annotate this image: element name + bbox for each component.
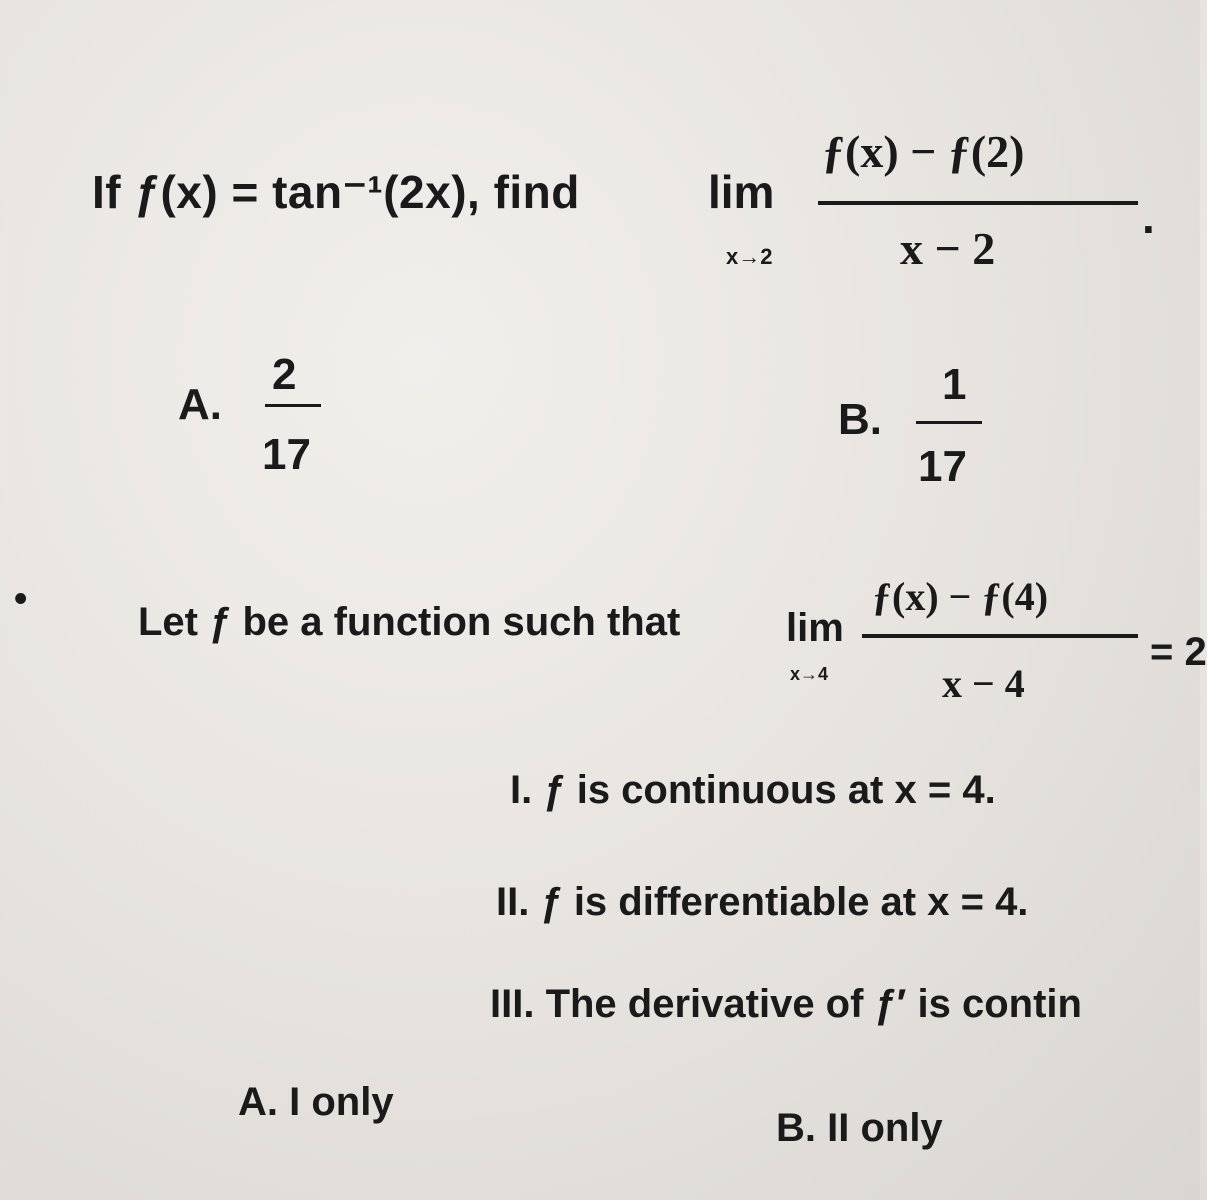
question2-bullet: • [14,578,28,620]
question2-choice-a: A. I only [238,1080,394,1124]
question1-choice-a-fraction-bar [265,404,321,407]
question1-limit-numerator: ƒ(x) − ƒ(2) [822,126,1025,177]
question1-choice-b-letter: B. [838,395,882,444]
question2-limit-numerator: ƒ(x) − ƒ(4) [872,574,1049,619]
question1-limit-word: lim [708,166,775,218]
question1-fraction-bar [818,201,1138,205]
question2-limit-word: lim [786,606,844,650]
statement-ii: II. ƒ is differentiable at x = 4. [496,880,1029,924]
question1-choice-a-letter: A. [178,380,222,429]
question2-stem: Let ƒ be a function such that [138,600,681,644]
question1-choice-b-fraction-bar [916,421,982,424]
question2-fraction-bar [862,634,1138,638]
question1-choice-b-numerator: 1 [942,360,967,409]
question2-choice-b: B. II only [776,1106,943,1150]
question1-choice-a-denominator: 17 [262,430,311,479]
question2-limit-denominator: x − 4 [942,661,1025,706]
question1-choice-a-numerator: 2 [272,350,297,399]
question2-limit-equals: = 2 [1150,630,1207,674]
question2-limit-subscript: x→4 [790,664,829,684]
question1-choice-b-denominator: 17 [918,442,967,491]
question1-stem: If ƒ(x) = tan⁻¹(2x), find [92,166,580,218]
statement-i: I. ƒ is continuous at x = 4. [510,768,996,812]
statement-iii: III. The derivative of ƒ′ is contin [490,982,1082,1026]
question1-limit-subscript: x→2 [726,244,773,269]
question1-limit-denominator: x − 2 [900,223,996,274]
question1-period: . [1142,191,1155,243]
